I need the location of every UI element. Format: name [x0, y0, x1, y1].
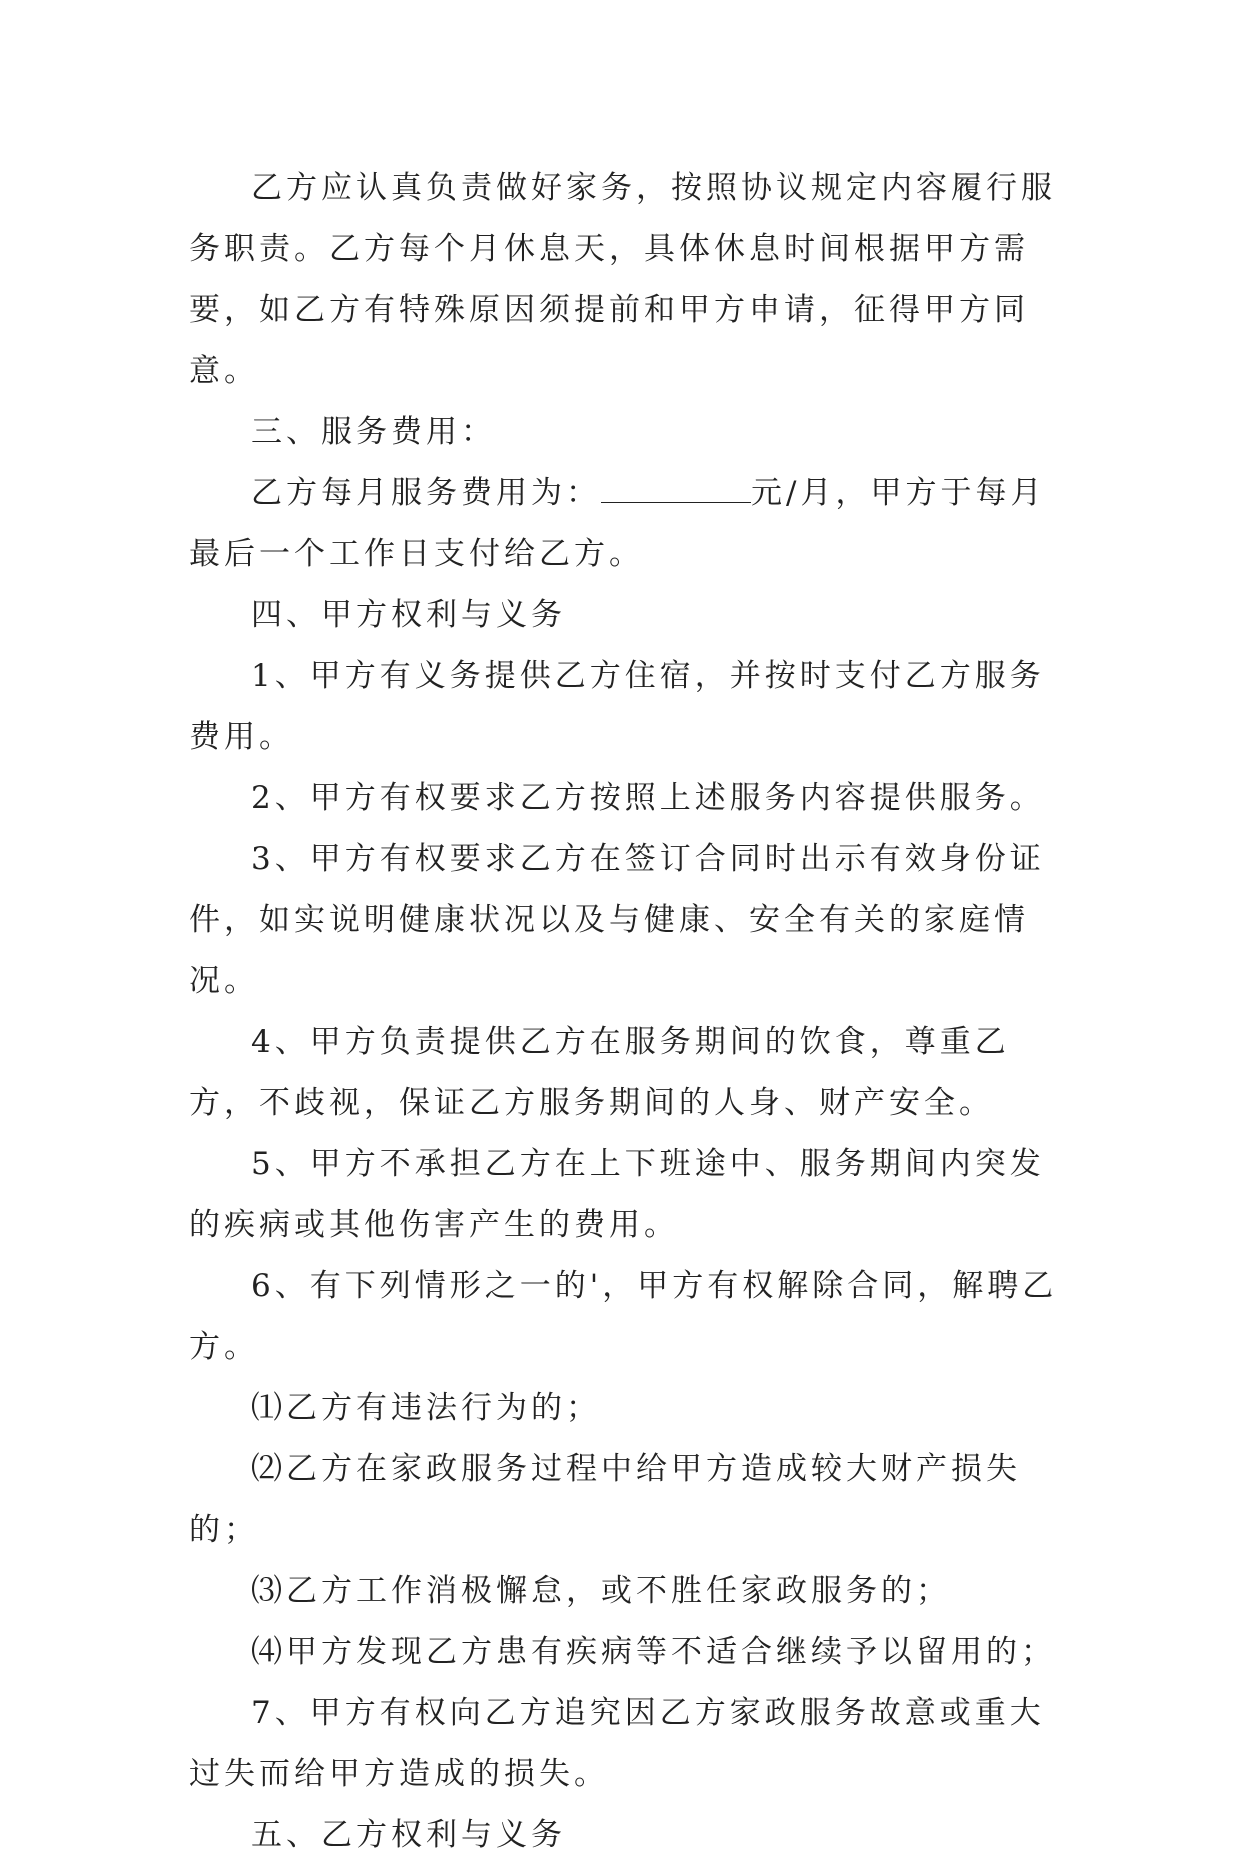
heading-party-b-rights: 五、乙方权利与义务	[251, 1817, 566, 1853]
sub-clause-4: ⑷甲方发现乙方患有疾病等不适合继续予以留用的；	[251, 1634, 1056, 1670]
paragraph-fee	[189, 463, 1069, 585]
clause-a-2: 2、甲方有权要求乙方按照上述服务内容提供服务。	[251, 780, 1045, 816]
paragraph-duties: 乙方应认真负责做好家务，按照协议规定内容履行服务职责。乙方每个月休息天，具体休息时间根据甲方需要，如乙方有特殊原因须提前和甲方申请，征得甲方同意。	[189, 170, 1056, 389]
heading-party-a-rights: 四、甲方权利与义务	[251, 597, 566, 633]
heading-service-fee: 三、服务费用：	[251, 414, 496, 450]
clause-a-4: 4、甲方负责提供乙方在服务期间的饮食，尊重乙方，不歧视，保证乙方服务期间的人身、财产安全。	[189, 1024, 1010, 1121]
clause-a-6: 6、有下列情形之一的'，甲方有权解除合同，解聘乙方。	[189, 1268, 1058, 1365]
fee-text-after: 元/月，甲方于每月最后一个工作日支付给乙方。	[189, 475, 1046, 572]
document-body	[189, 158, 1069, 1866]
clause-a-7: 7、甲方有权向乙方追究因乙方家政服务故意或重大过失而给甲方造成的损失。	[189, 1695, 1045, 1792]
sub-clause-1: ⑴乙方有违法行为的；	[251, 1390, 601, 1426]
sub-clause-3: ⑶乙方工作消极懈怠，或不胜任家政服务的；	[251, 1573, 951, 1609]
clause-a-5: 5、甲方不承担乙方在上下班途中、服务期间内突发的疾病或其他伤害产生的费用。	[189, 1146, 1045, 1243]
fee-amount-blank	[601, 476, 751, 503]
fee-text-before: 乙方每月服务费用为：	[251, 475, 601, 511]
sub-clause-2: ⑵乙方在家政服务过程中给甲方造成较大财产损失的；	[189, 1451, 1021, 1548]
clause-a-3: 3、甲方有权要求乙方在签订合同时出示有效身份证件，如实说明健康状况以及与健康、安全有关的家庭情况。	[189, 841, 1045, 999]
clause-a-1: 1、甲方有义务提供乙方住宿，并按时支付乙方服务费用。	[189, 658, 1045, 755]
